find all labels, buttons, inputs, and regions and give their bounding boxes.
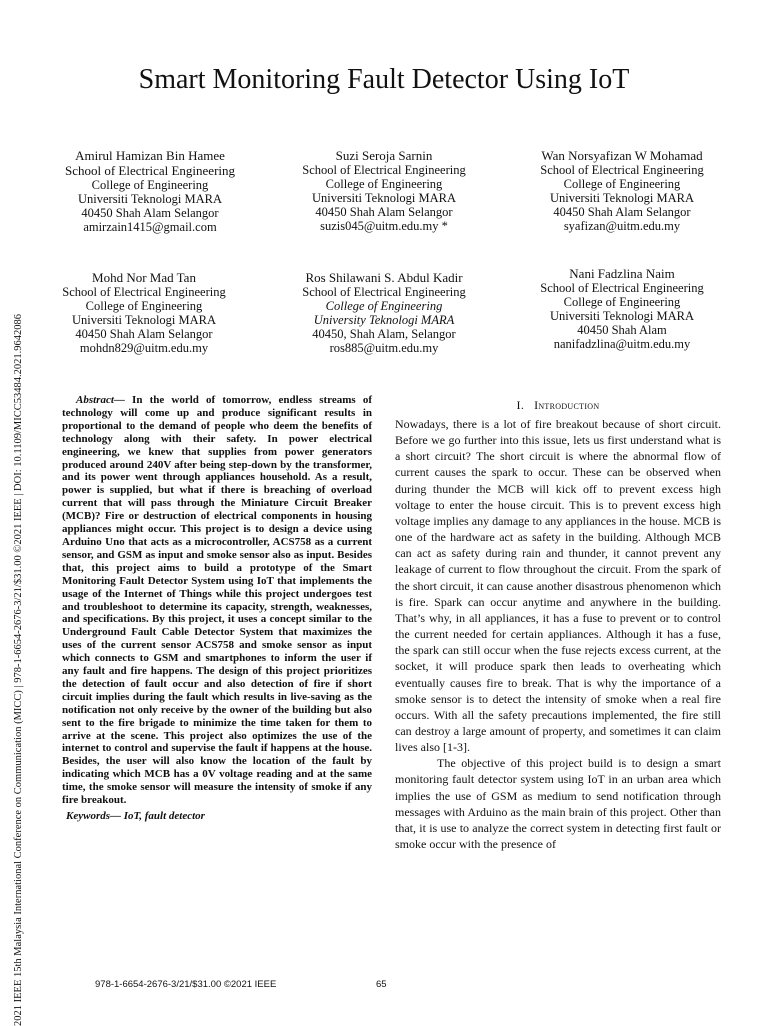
author-affiliation: 40450 Shah Alam (577, 323, 667, 337)
author-block (274, 148, 494, 233)
author-name: Mohd Nor Mad Tan (92, 270, 196, 285)
author-affiliation: College of Engineering (563, 295, 681, 309)
author-affiliation: Universiti Teknologi MARA (549, 309, 695, 323)
keywords: Keywords— IoT, fault detector (66, 810, 205, 822)
author-email: ros885@uitm.edu.my (329, 341, 439, 355)
author-affiliation: University Teknologi MARA (313, 313, 455, 327)
author-affiliation: 40450 Shah Alam Selangor (315, 205, 453, 219)
author-affiliation: College of Engineering (325, 177, 443, 191)
author-affiliation: 40450 Shah Alam Selangor (81, 206, 219, 220)
author-name: Amirul Hamizan Bin Hamee (75, 148, 225, 163)
section-title: Introduction (534, 398, 600, 412)
author-affiliation: 40450 Shah Alam Selangor (553, 205, 691, 219)
author-block (40, 148, 260, 234)
author-email: amirzain1415@gmail.com (83, 220, 217, 234)
author-affiliation: Universiti Teknologi MARA (549, 191, 695, 205)
author-affiliation: School of Electrical Engineering (540, 281, 704, 295)
author-name: Ros Shilawani S. Abdul Kadir (305, 270, 463, 285)
footer-isbn: 978-1-6654-2676-3/21/$31.00 ©2021 IEEE (95, 979, 277, 990)
abstract-text: In the world of tomorrow, endless streams of technology will come up and produce significant results in proportional to the demand of people who deem the benefits of technology along with their safety. In power electrical engineering, we knew that supplies from power generators produced around 240V after being step-down by the transformer, and its power went through appliances household. As a result, power is supplied, but what if there is breaching of overload current that will pass through the Miniature Circuit Breaker (MCB)? Fire or destruction of electrical components in housing appliances might occur. This project is to design a device using Arduino Uno that acts as a microcontroller, ACS758 as a current sensor, and GSM as input and smoke sensor also as input. Besides that, this project aims to build a prototype of the Smart Monitoring Fault Detector System using IoT that implements the usage of the Internet of Things while this project undergoes test and troubleshoot to determine its capacity, strength, weaknesses, and specifications. By this project, it uses a concept similar to the Underground Fault Cable Detector System that maximizes the uses of the current sensor ACS758 and smoke sensor as input which connects to GSM and smartphones to inform the user if any fault and fire happens. The design of this project prioritizes the detection of fault occur and also detection of fire if short circuit implies during the fault which results in live-saving as the notification not only receive by the owner of the building but also sent to the fire brigade to minimize the time taken for them to arrive at the scene. This project also optimizes the use of the internet to control and supervise the fault if happens at the house. Besides, the user will also know the location of the fault by indicating which MCB has a 0V voltage reading and at the same time, the smoke sensor will measure the intensity of smoke if any fire breakout. (62, 394, 372, 807)
intro-paragraph: The objective of this project build is to design a smart monitoring fault detector system using IoT in an urban area which implies the use of GSM as medium to send notification through messages with Arduino as the main brain of this project. Other than that, it is use to analyze the correct system in detecting first fault or smoke occur with the presence of (395, 756, 721, 852)
author-email: nanifadzlina@uitm.edu.my (553, 337, 691, 351)
author-affiliation: Universiti Teknologi MARA (311, 191, 457, 205)
abstract-paragraph (62, 394, 372, 807)
author-block (512, 266, 732, 351)
author-name: Wan Norsyafizan W Mohamad (541, 148, 703, 163)
author-affiliation: College of Engineering (91, 178, 209, 192)
author-block (274, 270, 494, 355)
author-block (512, 148, 732, 233)
author-name: Nani Fadzlina Naim (569, 266, 675, 281)
introduction-body (395, 416, 721, 852)
paper-title: Smart Monitoring Fault Detector Using IoT (138, 64, 630, 95)
author-affiliation: School of Electrical Engineering (302, 163, 466, 177)
intro-paragraph: Nowadays, there is a lot of fire breakout because of short circuit. Before we go further into this issue, lets us first understand what is a short circuit? The short circuit is where the abnormal flow of current causes the spark to occur. These can be observed when during thunder the MCB will kick off to prevent excess high voltage to enter the house circuit. This is to prevent excess high voltage implies any damage to any appliances in the house. MCB is one of the hardware act as safety in the building. Although MCB can act as safety during rain and thunder, it cannot prevent any leakage of current to flow throughout the circuit. From the spark of the short circuit, it can cause another disastrous phenomenon which is fire. Spark can occur anytime and anywhere in the building. That’s why, in all appliances, it has a fuse to prevent or to control the current needed for certain appliances. Although it has a fuse, the spark can still occur when the fuse rejects excess current, at the socket, it will produce spark then leads to overheating which eventually causes fire to break. That is why the importance of a smoke sensor is to detect the intensity of smoke when a real fire occurs. With all the safety precautions implemented, the fire still can destroy a large amount of property, and sometimes it can claim lives also [1-3]. (395, 417, 721, 755)
author-email: suzis045@uitm.edu.my * (320, 219, 448, 233)
author-affiliation: 40450, Shah Alam, Selangor (312, 327, 456, 341)
abstract-lead: Abstract— (76, 394, 125, 406)
section-heading (395, 398, 721, 412)
author-affiliation: Universiti Teknologi MARA (77, 192, 223, 206)
author-affiliation: 40450 Shah Alam Selangor (75, 327, 213, 341)
author-affiliation: School of Electrical Engineering (62, 285, 226, 299)
author-affiliation: Universiti Teknologi MARA (71, 313, 217, 327)
author-email: mohdn829@uitm.edu.my (79, 341, 209, 355)
author-affiliation: School of Electrical Engineering (64, 163, 236, 178)
abstract (62, 394, 372, 807)
sidebar-citation: 2021 IEEE 15th Malaysia International Conference on Communication (MICC) | 978-1-6654-2676-3/21/$31.00 ©2021 IEEE | DOI: 10.1109/MICC53484.2021.9642086 (13, 314, 24, 1026)
author-email: syafizan@uitm.edu.my (563, 219, 681, 233)
author-affiliation: School of Electrical Engineering (302, 285, 466, 299)
author-affiliation: College of Engineering (563, 177, 681, 191)
author-block (34, 270, 254, 355)
author-affiliation: College of Engineering (325, 299, 443, 313)
section-number: I. (516, 398, 525, 412)
author-name: Suzi Seroja Sarnin (335, 148, 433, 163)
author-affiliation: School of Electrical Engineering (540, 163, 704, 177)
author-affiliation: College of Engineering (85, 299, 203, 313)
page-number: 65 (376, 979, 387, 990)
